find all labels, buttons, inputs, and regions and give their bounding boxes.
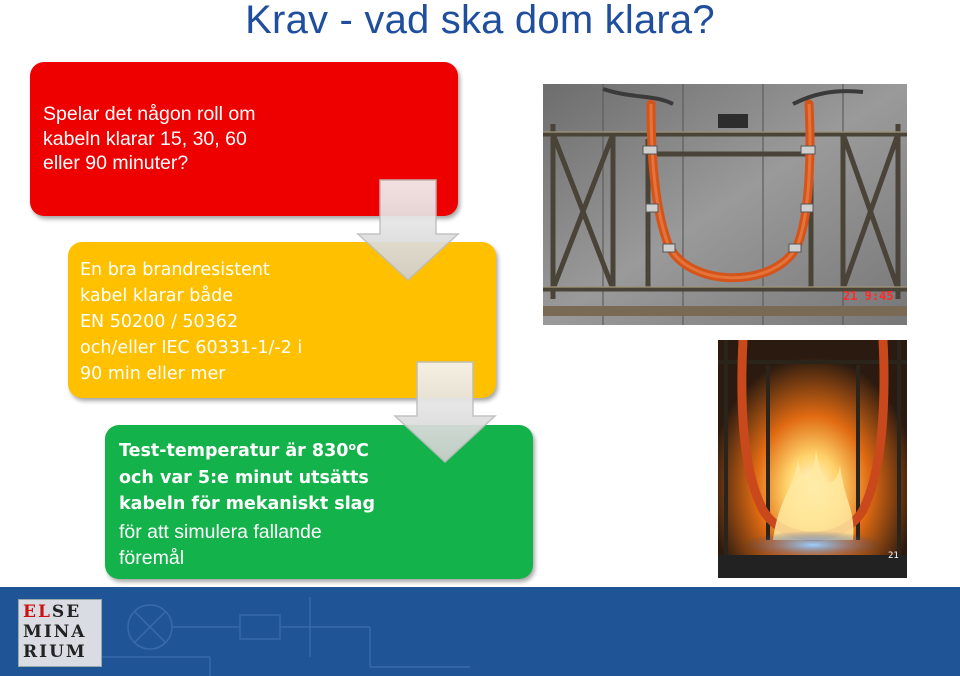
logo-row-2: MINA bbox=[23, 622, 87, 642]
cable-test-rig-photo bbox=[543, 84, 907, 325]
orange-line-5: 90 min eller mer bbox=[80, 364, 226, 384]
orange-line-3: EN 50200 / 50362 bbox=[80, 312, 239, 332]
green-line-3: kabeln för mekaniskt slag bbox=[119, 494, 376, 514]
top-photo-timestamp: 21 9:45 bbox=[843, 289, 894, 303]
logo-row-1: ELSE bbox=[23, 602, 82, 622]
footer-bar bbox=[0, 587, 960, 676]
orange-line-2: kabel klarar både bbox=[80, 286, 233, 306]
arrow-down-icon bbox=[393, 360, 497, 464]
green-line-4: för att simulera fallande bbox=[119, 521, 322, 543]
orange-box-text bbox=[80, 257, 302, 387]
orange-line-4: och/eller IEC 60331-1/-2 i bbox=[80, 338, 303, 358]
green-line-1: Test-temperatur är 830$^o$C bbox=[119, 440, 369, 461]
arrow-down-icon bbox=[356, 178, 460, 282]
green-box-bold-text bbox=[119, 434, 375, 518]
bottom-photo-timestamp: 21 bbox=[888, 551, 899, 561]
orange-line-1: En bra brandresistent bbox=[80, 260, 270, 280]
circuit-decoration-icon bbox=[70, 587, 490, 676]
red-line-2: kabeln klarar 15, 30, 60 bbox=[43, 127, 247, 150]
cable-fire-test-photo bbox=[718, 340, 907, 578]
page-title: Krav - vad ska dom klara? bbox=[245, 0, 715, 42]
elseminarium-logo bbox=[18, 599, 102, 667]
red-box-text bbox=[43, 102, 255, 176]
logo-row-3: RIUM bbox=[23, 642, 87, 662]
green-line-2: och var 5:e minut utsätts bbox=[119, 467, 369, 488]
green-line-5: föremål bbox=[119, 547, 185, 569]
green-box-text bbox=[119, 519, 322, 571]
red-line-3: eller 90 minuter? bbox=[43, 152, 189, 174]
red-line-1: Spelar det någon roll om bbox=[43, 103, 256, 125]
